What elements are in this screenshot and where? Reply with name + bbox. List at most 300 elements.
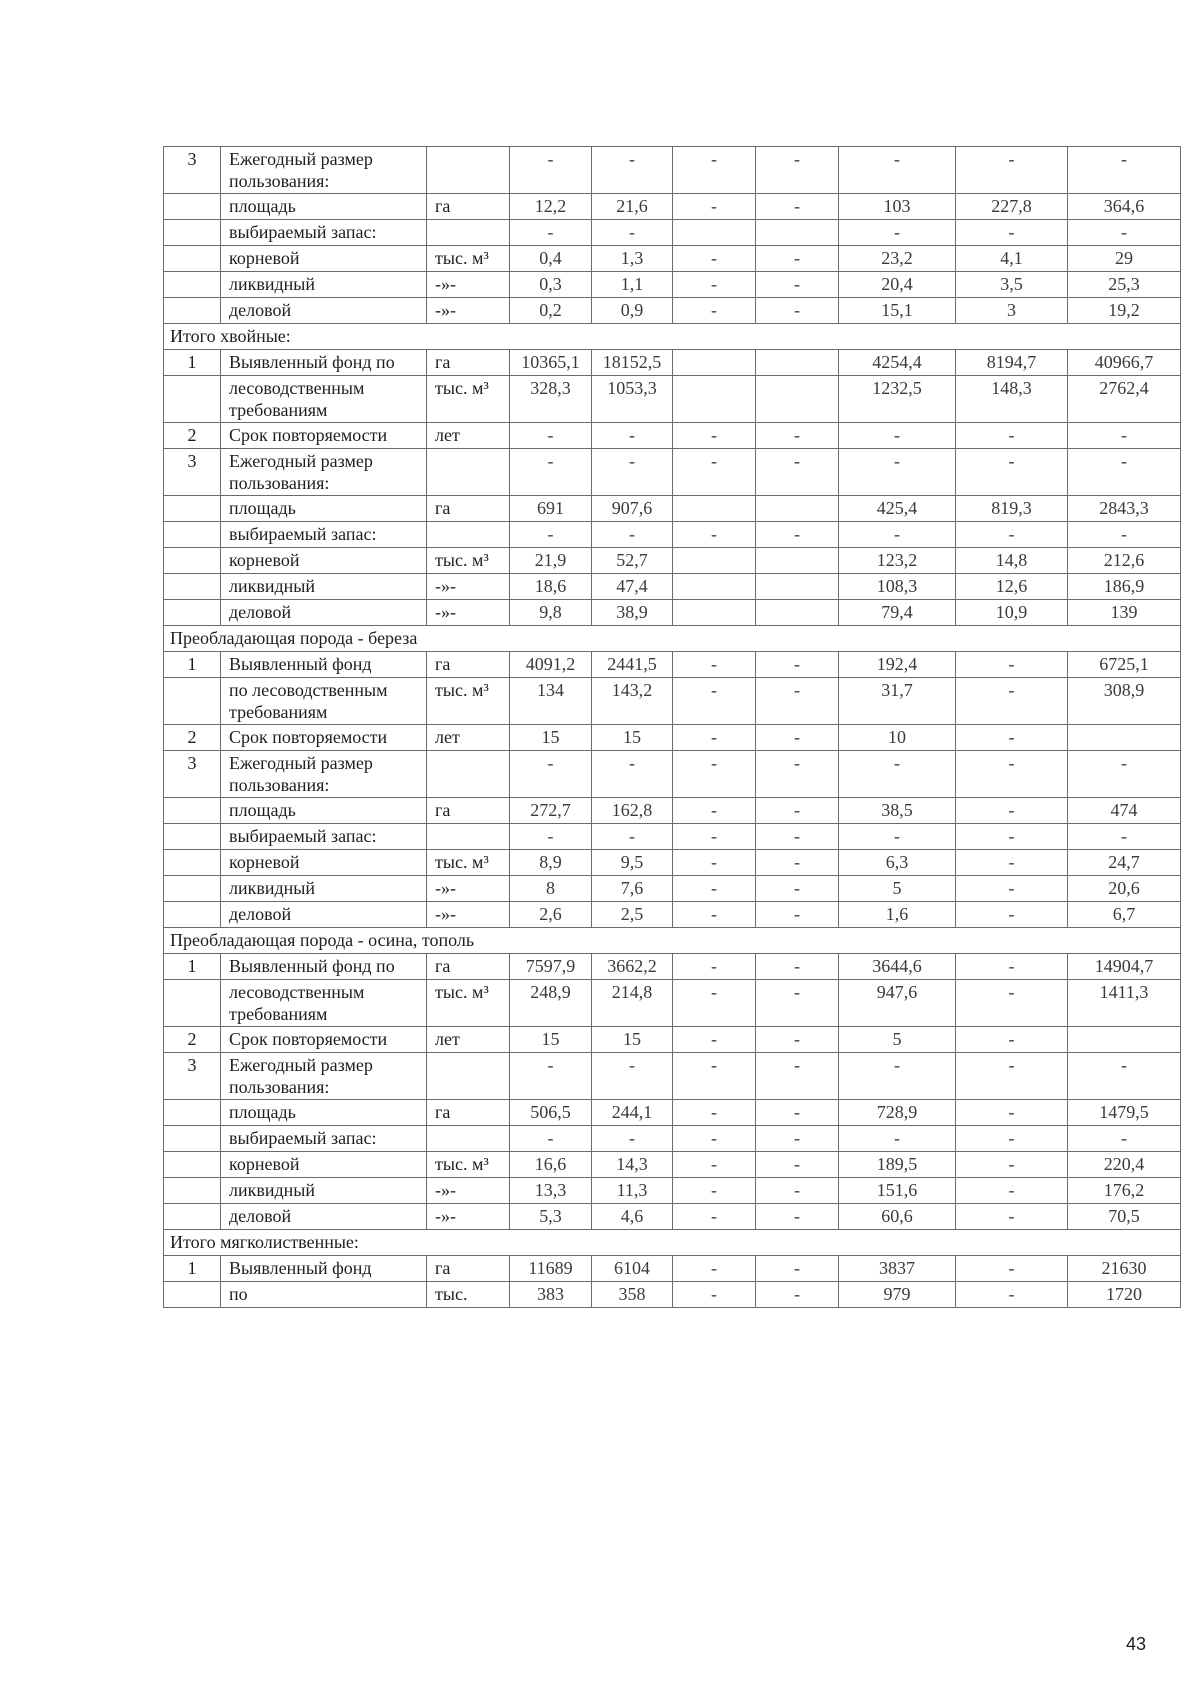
value-cell: -: [956, 147, 1068, 194]
table-row: [164, 194, 1181, 220]
indicator-name-cell: деловой: [221, 902, 427, 928]
unit-cell: га: [427, 1256, 510, 1282]
table-row: [164, 496, 1181, 522]
unit-cell: -»-: [427, 272, 510, 298]
row-number-cell: [164, 798, 221, 824]
value-cell: 1053,3: [592, 376, 673, 423]
value-cell: -: [956, 522, 1068, 548]
value-cell: -: [592, 824, 673, 850]
value-cell: [673, 574, 756, 600]
unit-cell: -»-: [427, 1204, 510, 1230]
table-row: [164, 423, 1181, 449]
value-cell: -: [756, 1282, 839, 1308]
value-cell: -: [756, 522, 839, 548]
value-cell: -: [673, 1053, 756, 1100]
value-cell: 19,2: [1068, 298, 1181, 324]
value-cell: -: [1068, 824, 1181, 850]
section-heading-row: [164, 324, 1181, 350]
indicator-name-cell: Срок повторяемости: [221, 423, 427, 449]
value-cell: -: [756, 751, 839, 798]
value-cell: 0,2: [510, 298, 592, 324]
table-row: [164, 902, 1181, 928]
row-number-cell: [164, 376, 221, 423]
value-cell: [1068, 1027, 1181, 1053]
value-cell: -: [756, 449, 839, 496]
row-number-cell: [164, 220, 221, 246]
value-cell: 12,2: [510, 194, 592, 220]
value-cell: 3644,6: [839, 954, 956, 980]
row-number-cell: [164, 496, 221, 522]
indicator-name-cell: площадь: [221, 798, 427, 824]
value-cell: -: [673, 876, 756, 902]
value-cell: -: [510, 220, 592, 246]
value-cell: 947,6: [839, 980, 956, 1027]
value-cell: 4091,2: [510, 652, 592, 678]
unit-cell: -»-: [427, 1178, 510, 1204]
value-cell: -: [673, 725, 756, 751]
value-cell: -: [1068, 220, 1181, 246]
unit-cell: лет: [427, 423, 510, 449]
value-cell: -: [956, 1282, 1068, 1308]
value-cell: 5,3: [510, 1204, 592, 1230]
indicator-name-cell: выбираемый запас:: [221, 220, 427, 246]
section-heading-row: [164, 928, 1181, 954]
row-number-cell: [164, 522, 221, 548]
value-cell: -: [756, 798, 839, 824]
value-cell: 1479,5: [1068, 1100, 1181, 1126]
unit-cell: [427, 751, 510, 798]
indicator-name-cell: корневой: [221, 548, 427, 574]
value-cell: 0,3: [510, 272, 592, 298]
indicator-name-cell: корневой: [221, 850, 427, 876]
value-cell: -: [956, 902, 1068, 928]
value-cell: -: [839, 220, 956, 246]
value-cell: -: [756, 298, 839, 324]
value-cell: -: [756, 1126, 839, 1152]
indicator-name-cell: лесоводственным требованиям: [221, 980, 427, 1027]
table-row: [164, 725, 1181, 751]
value-cell: -: [756, 1053, 839, 1100]
table-row: [164, 522, 1181, 548]
row-number-cell: [164, 1152, 221, 1178]
indicator-name-cell: деловой: [221, 298, 427, 324]
page-number: 43: [1126, 1634, 1147, 1654]
value-cell: [756, 600, 839, 626]
value-cell: -: [1068, 1126, 1181, 1152]
value-cell: -: [839, 522, 956, 548]
value-cell: 192,4: [839, 652, 956, 678]
row-number-cell: 1: [164, 954, 221, 980]
value-cell: -: [756, 954, 839, 980]
row-number-cell: [164, 824, 221, 850]
value-cell: -: [673, 1178, 756, 1204]
indicator-name-cell: Ежегодный размер пользования:: [221, 449, 427, 496]
value-cell: 4,1: [956, 246, 1068, 272]
indicator-name-cell: выбираемый запас:: [221, 1126, 427, 1152]
value-cell: 162,8: [592, 798, 673, 824]
value-cell: 212,6: [1068, 548, 1181, 574]
value-cell: -: [956, 1100, 1068, 1126]
value-cell: 6725,1: [1068, 652, 1181, 678]
value-cell: -: [756, 423, 839, 449]
value-cell: -: [956, 1027, 1068, 1053]
value-cell: 108,3: [839, 574, 956, 600]
value-cell: -: [673, 954, 756, 980]
value-cell: -: [673, 194, 756, 220]
value-cell: -: [673, 1027, 756, 1053]
value-cell: 5: [839, 1027, 956, 1053]
indicator-name-cell: ликвидный: [221, 272, 427, 298]
value-cell: -: [756, 725, 839, 751]
value-cell: 691: [510, 496, 592, 522]
value-cell: 21,9: [510, 548, 592, 574]
value-cell: [1068, 725, 1181, 751]
value-cell: 134: [510, 678, 592, 725]
value-cell: [756, 574, 839, 600]
value-cell: -: [956, 954, 1068, 980]
value-cell: -: [673, 798, 756, 824]
value-cell: -: [756, 876, 839, 902]
value-cell: -: [673, 1282, 756, 1308]
value-cell: 15: [592, 1027, 673, 1053]
value-cell: 3662,2: [592, 954, 673, 980]
unit-cell: лет: [427, 1027, 510, 1053]
unit-cell: [427, 220, 510, 246]
value-cell: [673, 350, 756, 376]
value-cell: 139: [1068, 600, 1181, 626]
value-cell: -: [673, 272, 756, 298]
value-cell: -: [592, 220, 673, 246]
section-title: Итого мягколиственные:: [164, 1230, 1181, 1256]
value-cell: 25,3: [1068, 272, 1181, 298]
row-number-cell: 1: [164, 1256, 221, 1282]
value-cell: -: [1068, 147, 1181, 194]
unit-cell: -»-: [427, 876, 510, 902]
row-number-cell: [164, 272, 221, 298]
value-cell: -: [756, 850, 839, 876]
value-cell: 9,8: [510, 600, 592, 626]
value-cell: 20,6: [1068, 876, 1181, 902]
unit-cell: тыс. м³: [427, 678, 510, 725]
value-cell: [756, 496, 839, 522]
section-title: Преобладающая порода - осина, тополь: [164, 928, 1181, 954]
value-cell: [673, 548, 756, 574]
indicator-name-cell: Срок повторяемости: [221, 725, 427, 751]
row-number-cell: 3: [164, 751, 221, 798]
row-number-cell: 3: [164, 147, 221, 194]
value-cell: -: [673, 1152, 756, 1178]
value-cell: 24,7: [1068, 850, 1181, 876]
row-number-cell: 3: [164, 1053, 221, 1100]
value-cell: -: [756, 1100, 839, 1126]
table-row: [164, 1100, 1181, 1126]
indicator-name-cell: лесоводственным требованиям: [221, 376, 427, 423]
value-cell: -: [673, 246, 756, 272]
unit-cell: га: [427, 798, 510, 824]
unit-cell: -»-: [427, 600, 510, 626]
value-cell: -: [956, 980, 1068, 1027]
value-cell: 176,2: [1068, 1178, 1181, 1204]
value-cell: -: [956, 423, 1068, 449]
table-row: [164, 1126, 1181, 1152]
value-cell: 220,4: [1068, 1152, 1181, 1178]
value-cell: -: [673, 652, 756, 678]
table-row: [164, 1282, 1181, 1308]
value-cell: 3: [956, 298, 1068, 324]
table-row: [164, 1256, 1181, 1282]
row-number-cell: 2: [164, 1027, 221, 1053]
table-row: [164, 600, 1181, 626]
unit-cell: га: [427, 652, 510, 678]
unit-cell: тыс. м³: [427, 376, 510, 423]
value-cell: 148,3: [956, 376, 1068, 423]
value-cell: -: [956, 1126, 1068, 1152]
value-cell: 11689: [510, 1256, 592, 1282]
section-heading-row: [164, 626, 1181, 652]
indicator-name-cell: Ежегодный размер пользования:: [221, 147, 427, 194]
value-cell: 60,6: [839, 1204, 956, 1230]
value-cell: 18,6: [510, 574, 592, 600]
row-number-cell: [164, 902, 221, 928]
value-cell: -: [673, 1256, 756, 1282]
indicator-name-cell: деловой: [221, 1204, 427, 1230]
unit-cell: -»-: [427, 902, 510, 928]
table-row: [164, 272, 1181, 298]
value-cell: -: [956, 876, 1068, 902]
value-cell: 16,6: [510, 1152, 592, 1178]
value-cell: 8,9: [510, 850, 592, 876]
value-cell: 6104: [592, 1256, 673, 1282]
value-cell: -: [956, 1053, 1068, 1100]
table-row: [164, 876, 1181, 902]
value-cell: 21630: [1068, 1256, 1181, 1282]
value-cell: 907,6: [592, 496, 673, 522]
table-row: [164, 147, 1181, 194]
indicator-name-cell: площадь: [221, 1100, 427, 1126]
row-number-cell: [164, 298, 221, 324]
value-cell: 248,9: [510, 980, 592, 1027]
value-cell: 3,5: [956, 272, 1068, 298]
value-cell: 214,8: [592, 980, 673, 1027]
value-cell: 79,4: [839, 600, 956, 626]
value-cell: -: [510, 522, 592, 548]
table-body: [164, 147, 1181, 1308]
value-cell: 8194,7: [956, 350, 1068, 376]
unit-cell: [427, 824, 510, 850]
value-cell: -: [956, 652, 1068, 678]
row-number-cell: [164, 1204, 221, 1230]
unit-cell: га: [427, 496, 510, 522]
value-cell: -: [756, 1256, 839, 1282]
value-cell: 7,6: [592, 876, 673, 902]
value-cell: -: [839, 449, 956, 496]
value-cell: -: [673, 1100, 756, 1126]
value-cell: -: [673, 1126, 756, 1152]
value-cell: 308,9: [1068, 678, 1181, 725]
value-cell: -: [956, 751, 1068, 798]
table-row: [164, 1178, 1181, 1204]
table-row: [164, 850, 1181, 876]
value-cell: 4,6: [592, 1204, 673, 1230]
value-cell: 52,7: [592, 548, 673, 574]
row-number-cell: [164, 600, 221, 626]
value-cell: 7597,9: [510, 954, 592, 980]
value-cell: -: [592, 751, 673, 798]
value-cell: -: [673, 522, 756, 548]
row-number-cell: 2: [164, 423, 221, 449]
value-cell: 103: [839, 194, 956, 220]
unit-cell: тыс. м³: [427, 246, 510, 272]
value-cell: -: [756, 194, 839, 220]
value-cell: -: [956, 220, 1068, 246]
value-cell: -: [673, 824, 756, 850]
value-cell: 0,9: [592, 298, 673, 324]
value-cell: 2441,5: [592, 652, 673, 678]
value-cell: 2843,3: [1068, 496, 1181, 522]
value-cell: -: [956, 1152, 1068, 1178]
value-cell: -: [839, 1053, 956, 1100]
unit-cell: лет: [427, 725, 510, 751]
value-cell: 1,3: [592, 246, 673, 272]
value-cell: -: [510, 1053, 592, 1100]
value-cell: 383: [510, 1282, 592, 1308]
value-cell: 70,5: [1068, 1204, 1181, 1230]
table-row: [164, 298, 1181, 324]
value-cell: -: [510, 1126, 592, 1152]
value-cell: 2762,4: [1068, 376, 1181, 423]
indicator-name-cell: Срок повторяемости: [221, 1027, 427, 1053]
value-cell: -: [756, 246, 839, 272]
indicator-name-cell: Ежегодный размер пользования:: [221, 1053, 427, 1100]
indicator-name-cell: площадь: [221, 496, 427, 522]
unit-cell: га: [427, 1100, 510, 1126]
indicator-name-cell: Выявленный фонд: [221, 652, 427, 678]
value-cell: -: [1068, 751, 1181, 798]
table-row: [164, 980, 1181, 1027]
value-cell: -: [956, 824, 1068, 850]
value-cell: 1232,5: [839, 376, 956, 423]
value-cell: -: [510, 449, 592, 496]
row-number-cell: [164, 548, 221, 574]
section-title: Преобладающая порода - береза: [164, 626, 1181, 652]
indicator-name-cell: ликвидный: [221, 1178, 427, 1204]
indicator-name-cell: корневой: [221, 246, 427, 272]
value-cell: 38,5: [839, 798, 956, 824]
value-cell: -: [956, 798, 1068, 824]
value-cell: -: [756, 1027, 839, 1053]
table-row: [164, 824, 1181, 850]
value-cell: -: [1068, 449, 1181, 496]
value-cell: 0,4: [510, 246, 592, 272]
value-cell: 227,8: [956, 194, 1068, 220]
value-cell: 10,9: [956, 600, 1068, 626]
value-cell: -: [592, 423, 673, 449]
value-cell: 328,3: [510, 376, 592, 423]
value-cell: -: [592, 449, 673, 496]
row-number-cell: 3: [164, 449, 221, 496]
table-row: [164, 1053, 1181, 1100]
unit-cell: [427, 1053, 510, 1100]
value-cell: [673, 376, 756, 423]
value-cell: 29: [1068, 246, 1181, 272]
value-cell: -: [673, 449, 756, 496]
value-cell: 14904,7: [1068, 954, 1181, 980]
indicator-name-cell: Выявленный фонд: [221, 1256, 427, 1282]
value-cell: 728,9: [839, 1100, 956, 1126]
row-number-cell: [164, 1282, 221, 1308]
value-cell: [673, 496, 756, 522]
indicator-name-cell: по: [221, 1282, 427, 1308]
unit-cell: га: [427, 350, 510, 376]
value-cell: 4254,4: [839, 350, 956, 376]
unit-cell: тыс. м³: [427, 980, 510, 1027]
value-cell: -: [956, 725, 1068, 751]
table-row: [164, 449, 1181, 496]
value-cell: 2,5: [592, 902, 673, 928]
table-row: [164, 798, 1181, 824]
value-cell: -: [592, 1053, 673, 1100]
indicator-name-cell: Выявленный фонд по: [221, 350, 427, 376]
row-number-cell: [164, 678, 221, 725]
value-cell: 12,6: [956, 574, 1068, 600]
table-row: [164, 1204, 1181, 1230]
indicator-name-cell: деловой: [221, 600, 427, 626]
value-cell: 14,3: [592, 1152, 673, 1178]
value-cell: [673, 220, 756, 246]
table-row: [164, 954, 1181, 980]
indicator-name-cell: ликвидный: [221, 876, 427, 902]
value-cell: -: [756, 652, 839, 678]
value-cell: -: [839, 824, 956, 850]
value-cell: 6,7: [1068, 902, 1181, 928]
value-cell: 1411,3: [1068, 980, 1181, 1027]
value-cell: 1720: [1068, 1282, 1181, 1308]
value-cell: -: [510, 824, 592, 850]
value-cell: -: [839, 147, 956, 194]
table-row: [164, 220, 1181, 246]
value-cell: -: [956, 850, 1068, 876]
value-cell: -: [1068, 423, 1181, 449]
unit-cell: тыс.: [427, 1282, 510, 1308]
value-cell: [756, 220, 839, 246]
indicator-name-cell: Ежегодный размер пользования:: [221, 751, 427, 798]
value-cell: -: [673, 850, 756, 876]
row-number-cell: [164, 850, 221, 876]
unit-cell: [427, 1126, 510, 1152]
value-cell: 1,1: [592, 272, 673, 298]
table-row: [164, 246, 1181, 272]
value-cell: [756, 548, 839, 574]
value-cell: 40966,7: [1068, 350, 1181, 376]
table-row: [164, 376, 1181, 423]
indicator-name-cell: выбираемый запас:: [221, 824, 427, 850]
table-row: [164, 751, 1181, 798]
value-cell: 15,1: [839, 298, 956, 324]
value-cell: -: [510, 751, 592, 798]
unit-cell: тыс. м³: [427, 548, 510, 574]
value-cell: 474: [1068, 798, 1181, 824]
value-cell: -: [673, 678, 756, 725]
value-cell: -: [673, 298, 756, 324]
row-number-cell: [164, 194, 221, 220]
row-number-cell: [164, 246, 221, 272]
value-cell: -: [673, 423, 756, 449]
section-heading-row: [164, 1230, 1181, 1256]
value-cell: 143,2: [592, 678, 673, 725]
unit-cell: га: [427, 954, 510, 980]
value-cell: 2,6: [510, 902, 592, 928]
value-cell: [673, 600, 756, 626]
